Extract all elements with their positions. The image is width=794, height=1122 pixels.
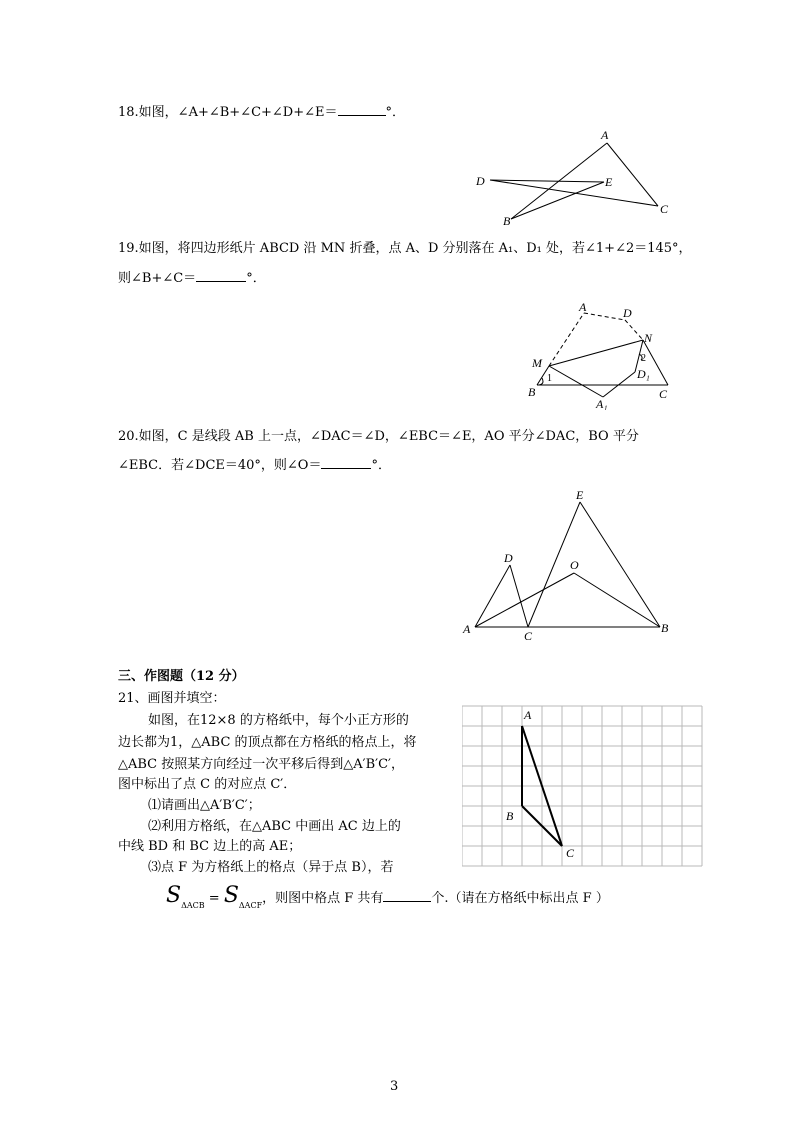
q19-label-A: A	[579, 300, 587, 314]
q18-figure	[470, 125, 680, 230]
q21-step3: ⑶点 F 为方格纸上的格点（异于点 B），若	[148, 860, 394, 875]
q19-line-MN	[549, 340, 643, 366]
q21-intro: 21、画图并填空：	[118, 691, 226, 706]
section3-title: 三、作图题（12 分）	[118, 669, 245, 684]
q18-label-C: C	[660, 202, 669, 216]
q20-label-O: O	[570, 558, 579, 572]
q20-line-DC	[510, 565, 528, 627]
q20-figure	[455, 485, 680, 645]
q21-area-sub-1: ΔACB	[181, 901, 205, 910]
q18-label-A: A	[601, 128, 609, 142]
q19-label-2: 2	[641, 353, 646, 364]
q21-p2: 边长都为1，△ABC 的顶点都在方格纸的格点上，将	[118, 735, 417, 750]
q20-line-OB	[574, 573, 660, 627]
q18-line-BE	[511, 182, 604, 219]
q19-line-MA1	[549, 366, 603, 397]
q21-step1: ⑴请画出△A′B′C′；	[148, 798, 261, 813]
q20-label-C: C	[524, 629, 533, 643]
q21-area-sub-2: ΔACF	[238, 901, 263, 910]
q21-area-symbol-2: S	[223, 883, 239, 908]
q20-suffix: °．	[371, 458, 391, 473]
q20-label-E: E	[576, 488, 584, 502]
q19-line1: 19.如图，将四边形纸片 ABCD 沿 MN 折叠，点 A、D 分别落在 A₁、D₁ 处，若∠1+∠2＝145°，	[118, 241, 692, 256]
q19-label-1: 1	[547, 373, 552, 384]
q20-label-A: A	[463, 622, 471, 636]
q19-suffix: °．	[246, 271, 266, 286]
q19-label-D1: D₁	[637, 367, 650, 381]
q21-answer-blank[interactable]	[383, 901, 431, 902]
q18-label-E: E	[605, 175, 613, 189]
q19-answer-blank[interactable]	[196, 281, 246, 282]
q19-label-N: N	[644, 331, 653, 345]
q21-label-C: C	[566, 846, 575, 860]
q20-label-B: B	[661, 621, 669, 635]
q20-stem: ∠EBC．若∠DCE＝40°，则∠O＝	[118, 458, 322, 473]
q21-tail-prefix: ，则图中格点 F 共有	[262, 891, 384, 906]
q18-answer-blank[interactable]	[338, 115, 386, 116]
q19-label-D: D	[623, 306, 632, 320]
q21-p1: 如图，在12×8 的方格纸中，每个小正方形的	[148, 713, 409, 728]
q21-area-condition	[166, 882, 609, 920]
q21-p4: 图中标出了点 C 的对应点 C′．	[118, 777, 297, 792]
q18-stem: 18.如图，∠A+∠B+∠C+∠D+∠E＝	[118, 105, 338, 120]
q21-step2a: ⑵利用方格纸，在△ABC 中画出 AC 边上的	[148, 819, 401, 834]
q19-label-B: B	[528, 385, 536, 399]
q20-line1: 20.如图，C 是线段 AB 上一点，∠DAC＝∠D，∠EBC＝∠E，AO 平分∠DAC，BO 平分	[118, 429, 639, 444]
q19-label-C: C	[659, 387, 668, 401]
q19-stem: 则∠B+∠C＝	[118, 271, 197, 286]
q21-area-symbol-1: S	[166, 883, 182, 908]
q21-equals: =	[204, 891, 224, 906]
q19-dashed-DN	[625, 320, 643, 340]
q21-p3: △ABC 按照某方向经过一次平移后得到△A′B′C′，	[118, 757, 405, 772]
q20-line-EB	[580, 502, 660, 627]
q20-answer-blank[interactable]	[321, 468, 371, 469]
q20-label-D: D	[504, 551, 513, 565]
q21-step2b: 中线 BD 和 BC 边上的高 AE；	[118, 839, 302, 854]
page-number: 3	[390, 1079, 399, 1094]
q18-line-DC	[490, 180, 658, 206]
q18-label-D: D	[476, 174, 485, 188]
q19-figure	[525, 298, 675, 410]
q21-label-B: B	[506, 809, 514, 823]
q19-label-M: M	[532, 356, 542, 370]
q21-grid-figure[interactable]	[462, 700, 708, 872]
q19-line2	[118, 270, 266, 288]
q18-label-B: B	[503, 214, 511, 228]
q18-line-DE	[490, 180, 604, 182]
q21-tail-suffix: 个.（请在方格纸中标出点 F ）	[431, 891, 609, 906]
q20-line2	[118, 457, 391, 475]
q19-label-A1: A₁	[596, 397, 608, 410]
q21-label-A: A	[524, 708, 532, 722]
q18-suffix: °．	[385, 105, 406, 120]
q18-text	[118, 104, 405, 122]
q21-grid[interactable]	[462, 706, 702, 866]
q19-dashed-AD	[584, 313, 625, 320]
q18-line-AC	[607, 143, 658, 206]
